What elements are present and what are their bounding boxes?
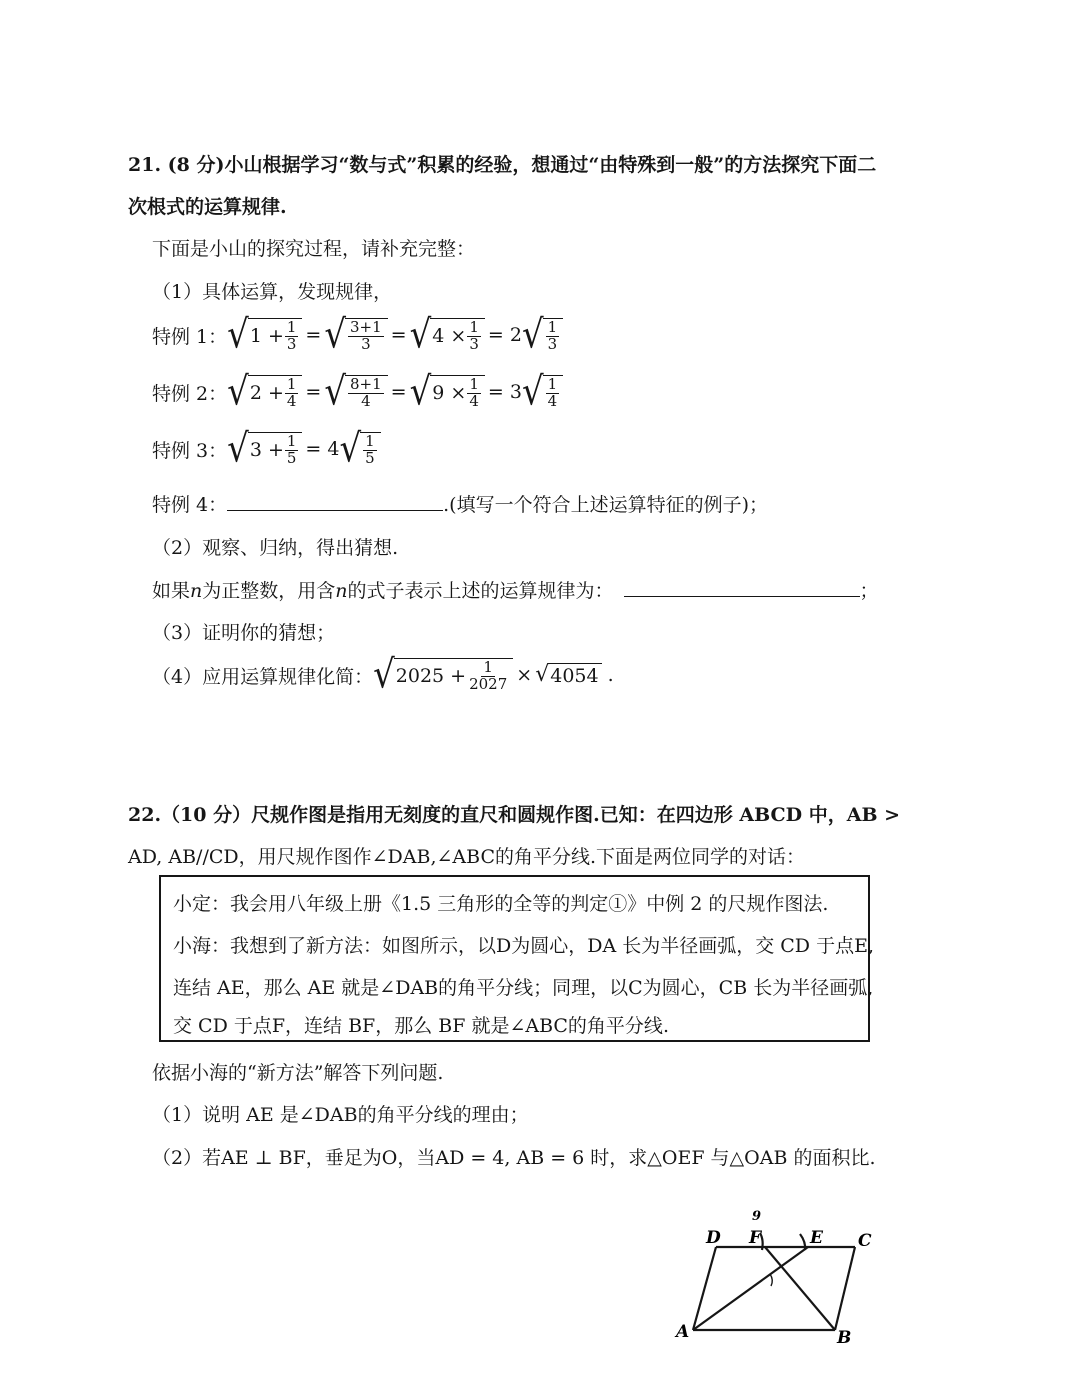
label-A: A	[676, 1322, 690, 1342]
term: 2025 +	[395, 665, 467, 688]
q21-header-cont: 次根式的运算规律.	[128, 196, 287, 218]
numerator: 1	[286, 432, 297, 450]
denominator: 4	[547, 391, 558, 410]
numerator: 1	[469, 318, 479, 336]
segment-BF	[765, 1247, 835, 1330]
q22-part2: （2）若AE ⊥ BF，垂足为O，当AD = 4, AB = 6 时，求△OEF 与△OAB 的面积比.	[152, 1147, 876, 1169]
numerator: 1	[547, 318, 558, 336]
example-3	[152, 426, 381, 473]
text: .	[607, 664, 614, 687]
example-4	[152, 490, 768, 517]
term: 1 +	[249, 325, 284, 348]
numerator: 1	[365, 432, 375, 450]
fraction	[363, 434, 377, 467]
numerator: 8+1	[350, 375, 382, 393]
example-2-label: 特例 2：	[152, 382, 228, 405]
q22-header: 22.（10 分）尺规作图是指用无刻度的直尺和圆规作图.已知：在四边形 ABCD 中，AB >	[128, 804, 901, 826]
numerator: 3+1	[350, 318, 382, 336]
radical: √ 9 × $\frac{1}{4}$	[410, 375, 485, 410]
term: = 3	[487, 381, 522, 404]
fraction	[467, 377, 481, 410]
term: 3 +	[249, 439, 284, 462]
times: ×	[516, 664, 533, 687]
equals: =	[305, 324, 322, 347]
dialogue-line: 小定：我会用八年级上册《1.5 三角形的全等的判定①》中例 2 的尺规作图法.	[173, 893, 829, 915]
numerator: 1	[286, 375, 297, 393]
denominator: 2027	[469, 674, 508, 693]
numerator: 1	[286, 318, 297, 336]
denominator: 3	[286, 334, 297, 353]
dialogue-line: 小海：我想到了新方法：如图所示，以D为圆心，DA 长为半径画弧，交 CD 于点E,	[173, 935, 874, 957]
text: ；	[859, 580, 879, 602]
denominator: 3	[361, 334, 371, 353]
denominator: 5	[365, 448, 375, 467]
radical: √ $\frac{8+1}{4}$	[324, 375, 387, 410]
term: = 2	[487, 324, 522, 347]
fraction	[348, 320, 384, 353]
denominator: 4	[286, 391, 297, 410]
variable: n	[335, 580, 348, 602]
text: 为正整数，用含	[202, 580, 336, 602]
term: 2 +	[249, 382, 284, 405]
fraction	[285, 320, 299, 353]
q21-part1: （1）具体运算，发现规律，	[152, 281, 393, 303]
segment-DA	[693, 1247, 716, 1330]
term: 4 ×	[432, 325, 467, 348]
dialogue-line: 交 CD 于点F，连结 BF，那么 BF 就是∠ABC的角平分线.	[173, 1015, 669, 1037]
example-4-hint: .(填写一个符合上述运算特征的例子)；	[443, 494, 769, 516]
radical: √ 4 × $\frac{1}{3}$	[410, 318, 485, 353]
q21-header: 21. (8 分)小山根据学习“数与式”积累的经验，想通过“由特殊到一般”的方法探究下面二	[128, 154, 877, 176]
dialogue-box	[159, 875, 874, 1042]
example-1	[152, 312, 563, 359]
radical: √ $\frac{3+1}{3}$	[324, 318, 387, 353]
label-B: B	[837, 1328, 852, 1348]
geometry-figure	[660, 1200, 890, 1350]
radical: √ 1 + $\frac{1}{3}$	[227, 318, 302, 353]
term: 9 ×	[432, 382, 467, 405]
example-3-label: 特例 3：	[152, 439, 228, 462]
q22-after: 依据小海的“新方法”解答下列问题.	[152, 1062, 444, 1084]
rule-line	[152, 576, 879, 603]
segment-AE	[693, 1247, 808, 1330]
radical: √ 2025 + $\frac{1}{2027}$	[373, 658, 513, 693]
example-4-label: 特例 4：	[152, 494, 228, 516]
denominator: 5	[286, 448, 297, 467]
pencil-mark: 9	[752, 1209, 762, 1224]
q22-header-cont: AD, AB//CD，用尺规作图作∠DAB,∠ABC的角平分线.下面是两位同学的对话：	[128, 846, 806, 868]
fraction	[467, 320, 481, 353]
fraction	[285, 434, 299, 467]
label-D: D	[706, 1228, 721, 1248]
q21-intro: 下面是小山的探究过程，请补充完整：	[152, 238, 476, 260]
q21-part2: （2）观察、归纳，得出猜想.	[152, 537, 399, 559]
q21-part4	[152, 652, 614, 699]
radical: √ 3 + $\frac{1}{5}$	[227, 432, 302, 467]
label-F: F	[749, 1228, 762, 1248]
equals: =	[305, 381, 322, 404]
q22-part1: （1）说明 AE 是∠DAB的角平分线的理由；	[152, 1104, 529, 1126]
radical: √ 4054	[535, 663, 601, 687]
radical: √ 2 + $\frac{1}{4}$	[227, 375, 302, 410]
radical: √ $\frac{1}{3}$	[522, 318, 563, 353]
numerator: 1	[469, 375, 479, 393]
example-2	[152, 369, 563, 416]
dialogue-line: 连结 AE，那么 AE 就是∠DAB的角平分线；同理，以C为圆心，CB 长为半径画弧,	[173, 977, 874, 999]
arc-mark	[770, 1274, 772, 1286]
fraction	[467, 660, 509, 693]
fraction	[285, 377, 299, 410]
denominator: 4	[361, 391, 371, 410]
answer-blank[interactable]	[227, 492, 443, 511]
label-C: C	[858, 1231, 872, 1251]
fraction	[348, 377, 384, 410]
text: 的式子表示上述的运算规律为：	[347, 580, 614, 602]
term: 4054	[550, 665, 599, 688]
rule-answer-blank[interactable]	[624, 578, 860, 597]
example-1-label: 特例 1：	[152, 325, 228, 348]
radical: √ $\frac{1}{5}$	[339, 432, 380, 467]
part4-label: （4）应用运算规律化简：	[152, 665, 374, 688]
fraction	[546, 320, 560, 353]
label-E: E	[810, 1228, 823, 1248]
equals: =	[390, 381, 407, 404]
denominator: 3	[547, 334, 558, 353]
variable: n	[190, 580, 203, 602]
fraction	[546, 377, 560, 410]
segment-CB	[835, 1247, 855, 1330]
text: 如果	[152, 580, 191, 602]
equals: =	[390, 324, 407, 347]
radical: √ $\frac{1}{4}$	[522, 375, 563, 410]
numerator: 1	[483, 658, 493, 676]
q21-part3: （3）证明你的猜想；	[152, 622, 336, 644]
denominator: 4	[469, 391, 479, 410]
term: = 4	[305, 438, 340, 461]
denominator: 3	[469, 334, 479, 353]
numerator: 1	[547, 375, 558, 393]
